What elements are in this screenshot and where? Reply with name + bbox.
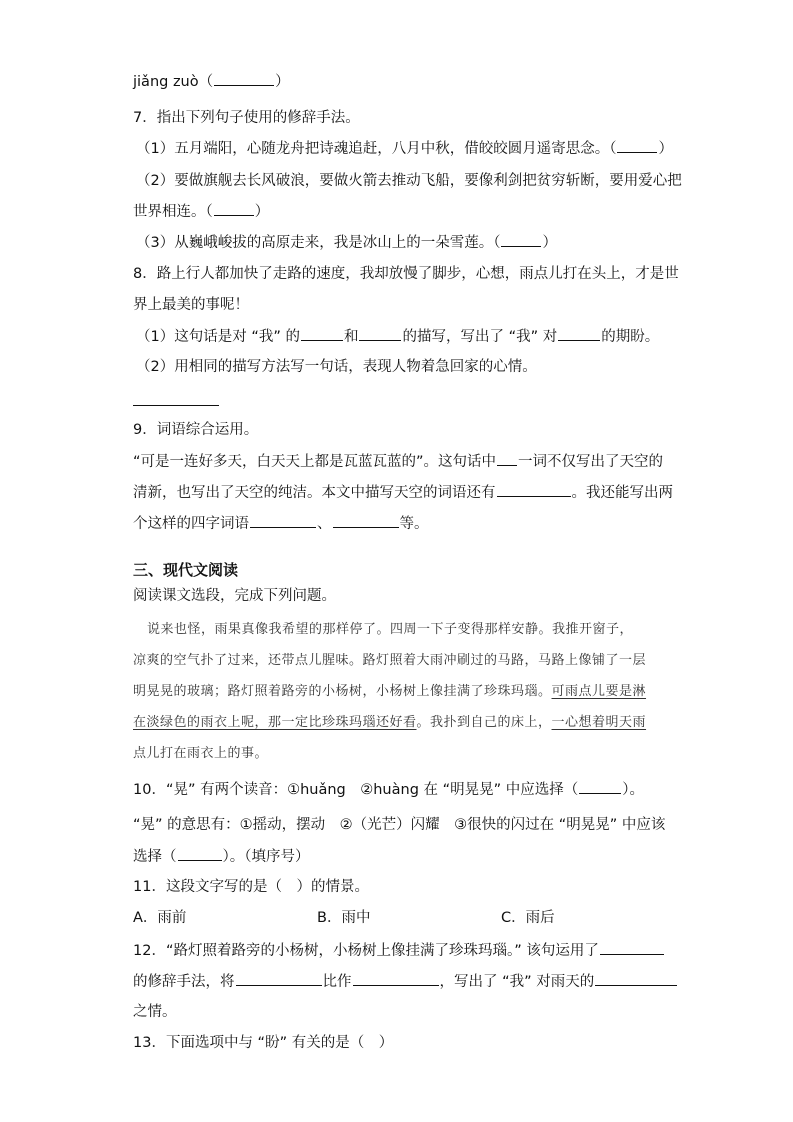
answer-blank[interactable] <box>236 971 322 986</box>
passage-line: 明晃晃的玻璃；路灯照着路旁的小杨树，小杨树上像挂满了珍珠玛瑙。可雨点儿要是淋 <box>133 684 647 699</box>
question-12-end: 之情。 <box>133 1004 177 1020</box>
question-8-cont: 界上最美的事呢！ <box>133 297 249 313</box>
answer-blank[interactable] <box>214 201 254 216</box>
passage-line: 在淡绿色的雨衣上呢，那一定比珍珠玛瑙还好看。我扑到自己的床上，一心想着明天雨 <box>133 715 647 730</box>
question-8-1: （1）这句话是对 “我” 的 和 的描写，写出了 “我” 对 的期盼。 <box>136 326 659 347</box>
question-12-cont: 的修辞手法，将 比作 ，写出了 “我” 对雨天的 <box>133 971 678 992</box>
passage-line: 凉爽的空气扑了过来，还带点儿腥味。路灯照着大雨冲刷过的马路，马路上像铺了一层 <box>133 653 647 668</box>
answer-blank[interactable] <box>595 971 677 986</box>
answer-blank[interactable] <box>617 138 657 153</box>
answer-blank[interactable] <box>333 513 399 528</box>
answer-line[interactable] <box>133 405 219 406</box>
underlined-sentence: 在淡绿色的雨衣上呢，那一定比珍珠玛瑙还好看 <box>133 715 417 730</box>
question-10: 10．“晃” 有两个读音：①huǎng ②huàng 在 “明晃晃” 中应选择（ ）。 <box>133 779 644 800</box>
question-7-2-cont: 世界相连。（ ） <box>133 201 269 222</box>
question-10-meaning: “晃” 的意思有：①摇动，摆动 ②（光芒）闪耀 ③很快的闪过在 “明晃晃” 中应该 <box>133 817 666 833</box>
answer-blank[interactable] <box>497 451 517 466</box>
answer-blank[interactable] <box>301 326 343 341</box>
question-7-1: （1）五月端阳，心随龙舟把诗魂追赶，八月中秋，借皎皎圆月遥寄思念。（ ） <box>136 138 673 159</box>
answer-blank[interactable] <box>600 940 664 955</box>
question-9-line3: 个这样的四字词语 、 等。 <box>133 513 429 534</box>
question-8: 8．路上行人都加快了走路的速度，我却放慢了脚步，心想，雨点儿打在头上，才是世 <box>133 266 679 282</box>
question-7: 7．指出下列句子使用的修辞手法。 <box>133 110 360 126</box>
passage-line: 点儿打在雨衣上的事。 <box>133 746 269 761</box>
answer-blank[interactable] <box>497 482 571 497</box>
question-9: 9．词语综合运用。 <box>133 422 259 438</box>
underlined-sentence: 可雨点儿要是淋 <box>551 684 647 699</box>
answer-blank[interactable] <box>214 71 274 86</box>
answer-blank[interactable] <box>501 232 541 247</box>
question-7-3: （3）从巍峨峻拔的高原走来，我是冰山上的一朵雪莲。（ ） <box>136 232 557 253</box>
option-a[interactable]: A．雨前 <box>133 910 187 926</box>
instruction: 阅读课文选段，完成下列问题。 <box>133 588 336 604</box>
question-12: 12．“路灯照着路旁的小杨树，小杨树上像挂满了珍珠玛瑙。” 该句运用了 <box>133 940 665 961</box>
answer-blank[interactable] <box>250 513 316 528</box>
pinyin-question: jiǎng zuò（ ） <box>133 71 290 92</box>
question-13: 13．下面选项中与 “盼” 有关的是（ ） <box>133 1035 394 1051</box>
answer-blank[interactable] <box>178 846 222 861</box>
option-b[interactable]: B．雨中 <box>317 910 371 926</box>
question-10-cont: 选择（ ）。（填序号） <box>133 846 310 867</box>
question-9-line1: “可是一连好多天，白天天上都是瓦蓝瓦蓝的”。这句话中 一词不仅写出了天空的 <box>133 451 663 472</box>
answer-blank[interactable] <box>353 971 439 986</box>
section-heading: 三、现代文阅读 <box>133 561 239 579</box>
option-c[interactable]: C．雨后 <box>501 910 555 926</box>
answer-blank[interactable] <box>558 326 600 341</box>
question-8-2: （2）用相同的描写方法写一句话，表现人物着急回家的心情。 <box>136 359 537 375</box>
question-7-2: （2）要做旗舰去长风破浪，要做火箭去推动飞船，要像利剑把贫穷斩断，要用爱心把 <box>136 173 682 189</box>
answer-blank[interactable] <box>579 779 621 794</box>
answer-blank[interactable] <box>359 326 401 341</box>
question-9-line2: 清新，也写出了天空的纯洁。本文中描写天空的词语还有 。我还能写出两 <box>133 482 673 503</box>
question-11: 11．这段文字写的是（ ）的情景。 <box>133 879 369 895</box>
passage-line: 说来也怪，雨果真像我希望的那样停了。四周一下子变得那样安静。我推开窗子， <box>147 622 634 637</box>
underlined-sentence: 一心想着明天雨 <box>551 715 647 730</box>
